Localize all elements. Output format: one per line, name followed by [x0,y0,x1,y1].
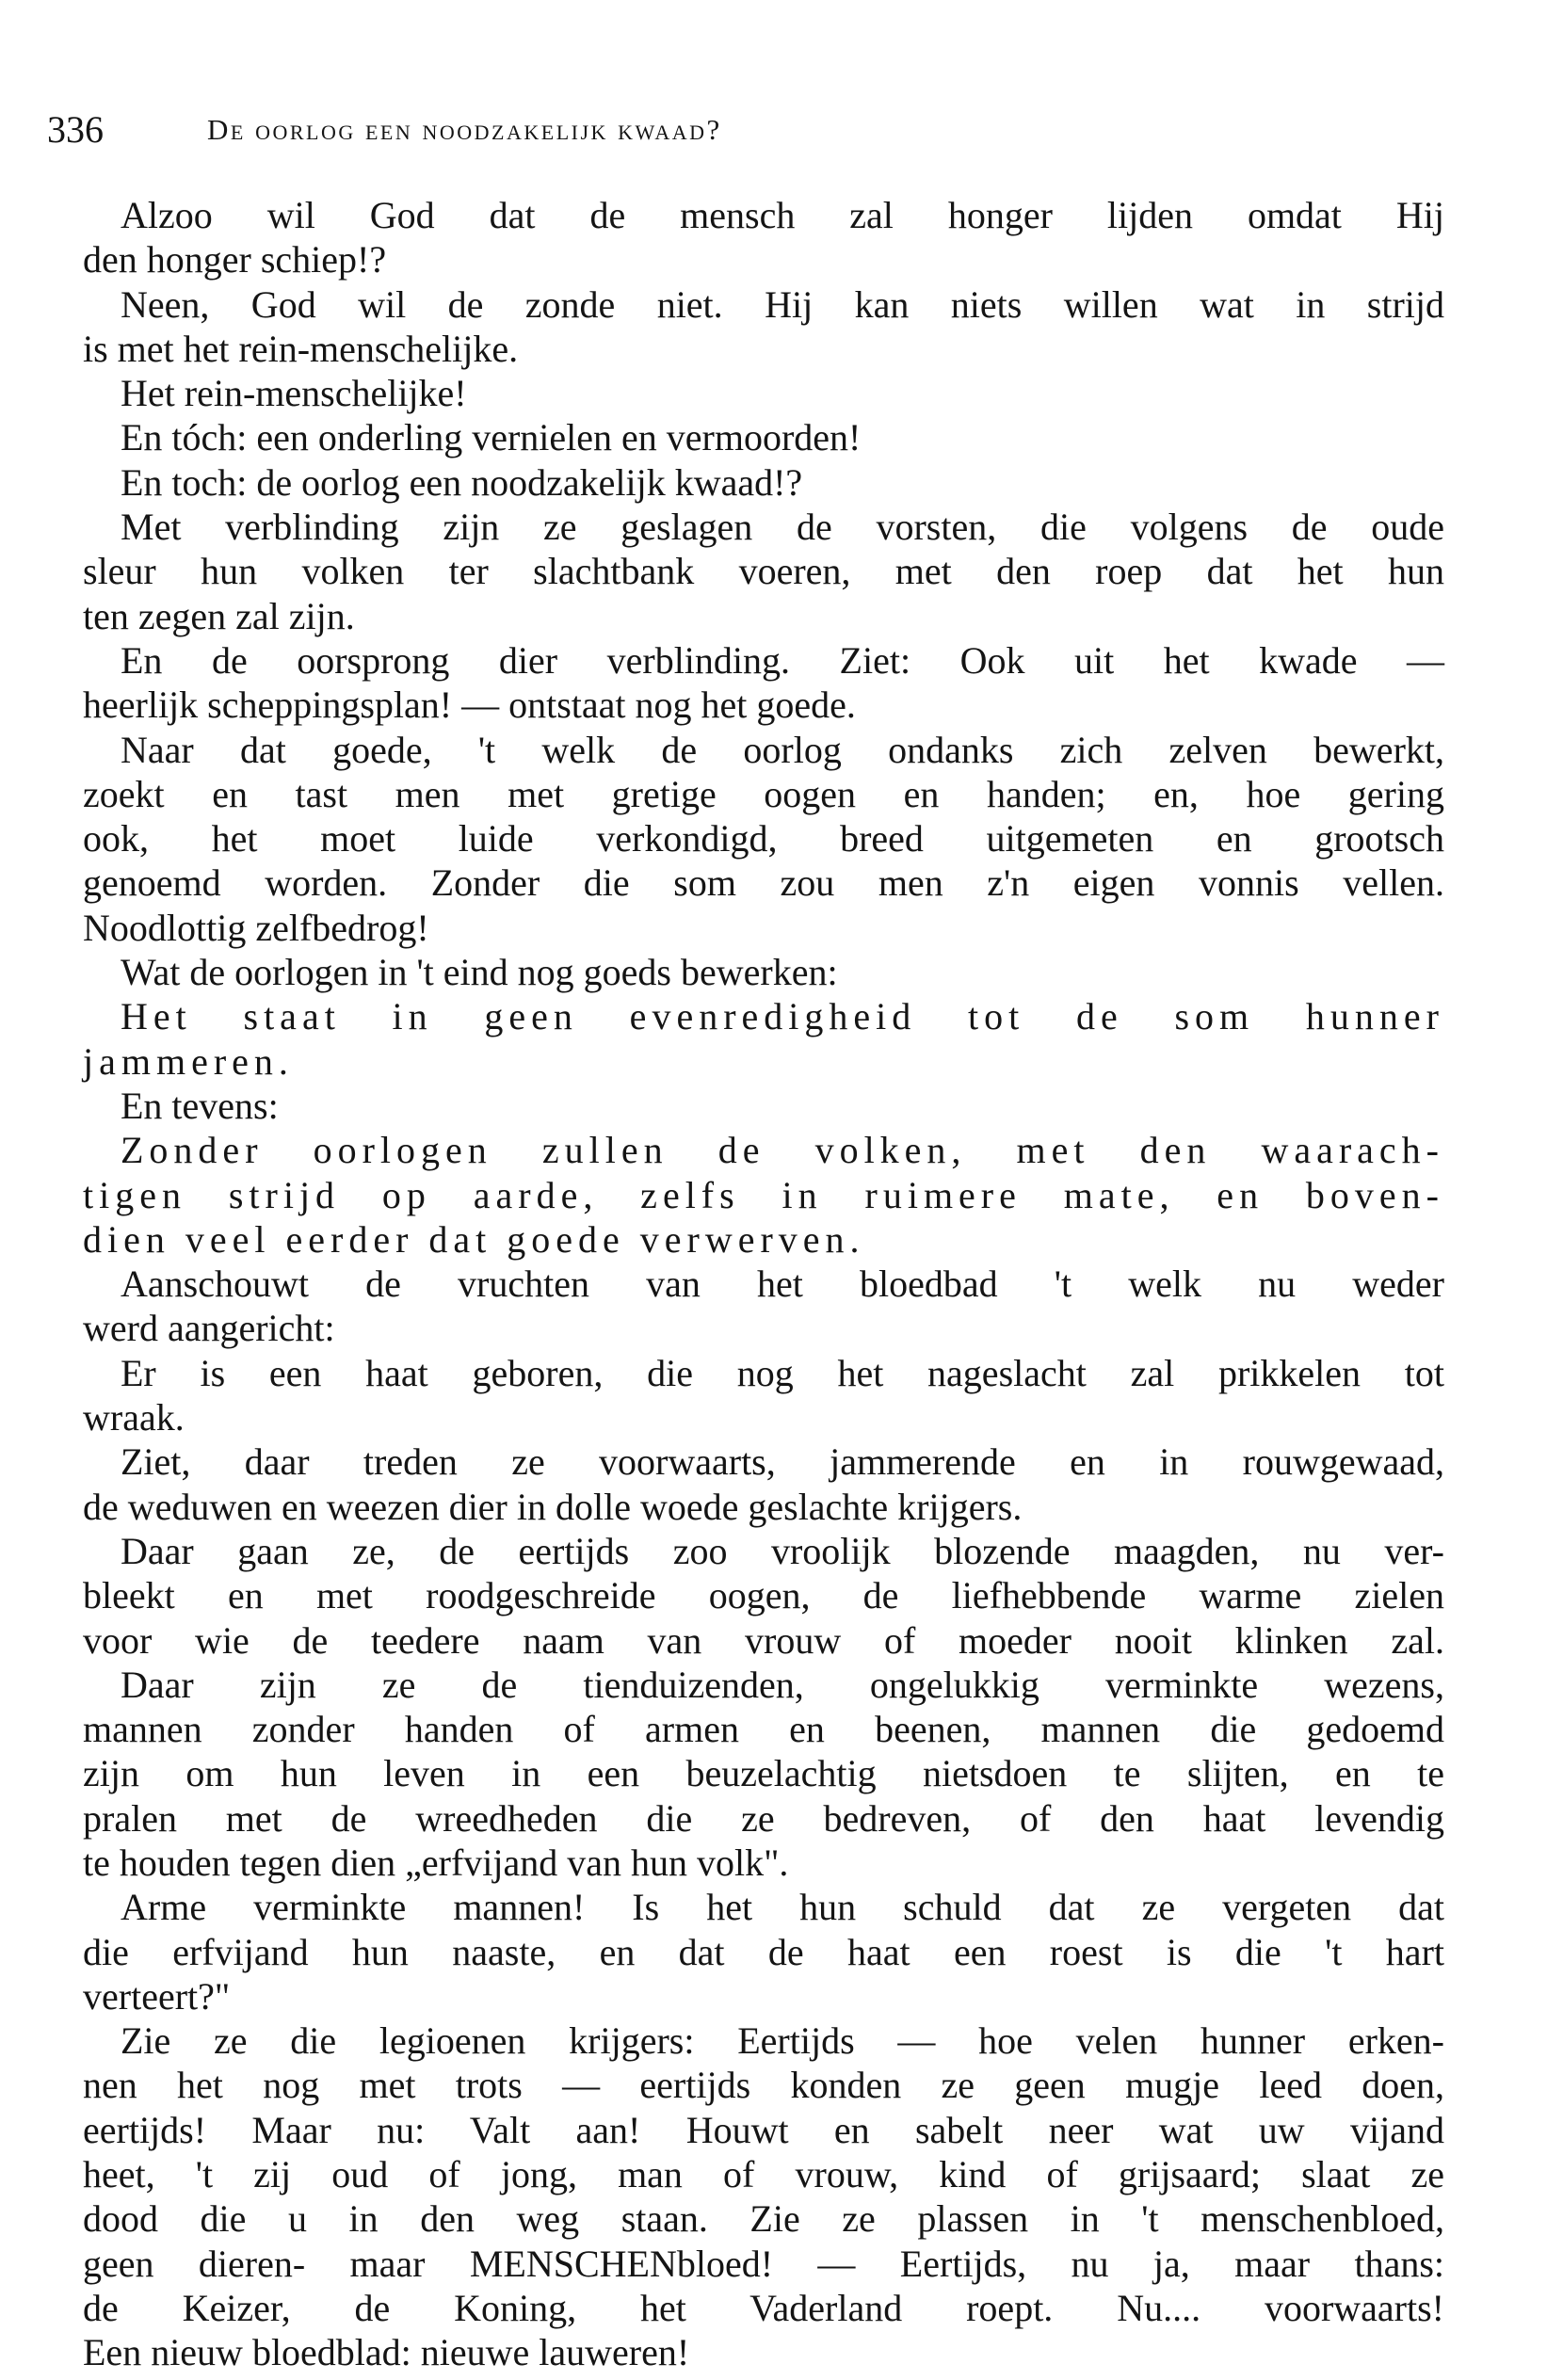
text-line: Het rein-menschelijke! [121,372,467,415]
text-line: nen het nog met trots — eertijds konden ze geen mugje leed doen, [83,2064,1444,2107]
running-head: de oorlog een noodzakelijk kwaad? [207,113,722,146]
text-line: Met verblinding zijn ze geslagen de vorsten, die volgens de oude [121,506,1444,549]
text-line: Aanschouwt de vruchten van het bloedbad 't welk nu weder [121,1262,1444,1306]
text-line: ook, het moet luide verkondigd, breed uitgemeten en grootsch [83,817,1444,860]
page-number: 336 [47,108,104,151]
text-line: zoekt en tast men met gretige oogen en handen; en, hoe gering [83,772,1444,815]
text-line: de weduwen en weezen dier in dolle woede geslachte krijgers. [83,1485,1023,1528]
text-line: Een nieuw bloedblad: nieuwe lauweren! [83,2331,690,2374]
text-line: heet, 't zij oud of jong, man of vrouw, kind of grijsaard; slaat ze [83,2153,1444,2196]
text-line: geen dieren- maar MENSCHENbloed! — Eertijds, nu ja, maar thans: [83,2242,1444,2285]
text-line: is met het rein-menschelijke. [83,327,519,370]
text-line: Noodlottig zelfbedrog! [83,906,429,949]
text-line: zijn om hun leven in een beuzelachtig nietsdoen te slijten, en te [83,1752,1444,1795]
text-line: Neen, God wil de zonde niet. Hij kan niets willen wat in strijd [121,282,1444,326]
text-line: En toch: de oorlog een noodzakelijk kwaad!? [121,460,803,504]
text-line: En tóch: een onderling vernielen en vermoorden! [121,416,862,459]
text-line: eertijds! Maar nu: Valt aan! Houwt en sabelt neer wat uw vijand [83,2108,1444,2151]
text-line: voor wie de teedere naam van vrouw of moeder nooit klinken zal. [83,1618,1444,1662]
text-line: Wat de oorlogen in 't eind nog goeds bewerken: [121,951,838,994]
text-line: Daar gaan ze, de eertijds zoo vroolijk blozende maagden, nu ver- [121,1529,1444,1572]
text-line: den honger schiep!? [83,238,387,281]
text-line: Alzoo wil God dat de mensch zal honger lijden omdat Hij [121,194,1444,236]
text-line: dood die u in den weg staan. Zie ze plassen in 't menschenbloed, [83,2197,1444,2241]
text-line: bleekt en met roodgeschreide oogen, de liefhebbende warme zielen [83,1574,1444,1617]
text-line: de Keizer, de Koning, het Vaderland roept. Nu.... voorwaarts! [83,2286,1444,2329]
text-line: die erfvijand hun naaste, en dat de haat een roest is die 't hart [83,1930,1444,1973]
text-line: Zie ze die legioenen krijgers: Eertijds — hoe velen hunner erken- [121,2019,1444,2063]
text-line: jammeren. [83,1039,294,1083]
body-text [83,193,1444,2375]
text-line: Naar dat goede, 't welk de oorlog ondanks zich zelven bewerkt, [121,728,1444,771]
text-line: ten zegen zal zijn. [83,594,355,637]
text-line: Daar zijn ze de tienduizenden, ongelukkig verminkte wezens, [121,1663,1444,1706]
text-line: pralen met de wreedheden die ze bedreven, of den haat levendig [83,1796,1444,1840]
text-line: En de oorsprong dier verblinding. Ziet: Ook uit het kwade — [121,638,1444,682]
page-header [47,102,1497,158]
text-line: Er is een haat geboren, die nog het nageslacht zal prikkelen tot [121,1351,1444,1394]
text-line: Arme verminkte mannen! Is het hun schuld dat ze vergeten dat [121,1886,1444,1929]
text-line: genoemd worden. Zonder die som zou men z'n eigen vonnis vellen. [83,861,1444,905]
text-line: En tevens: [121,1084,279,1127]
text-line: verteert?" [83,1974,231,2018]
text-line: Het staat in geen evenredigheid tot de som hunner [121,995,1444,1038]
text-line: mannen zonder handen of armen en beenen, mannen die gedoemd [83,1708,1444,1751]
text-line: Zonder oorlogen zullen de volken, met den waarach- [121,1129,1444,1172]
text-line: dien veel eerder dat goede verwerven. [83,1217,865,1261]
text-line: tigen strijd op aarde, zelfs in ruimere mate, en boven- [83,1173,1444,1216]
text-line: wraak. [83,1396,185,1439]
text-line: sleur hun volken ter slachtbank voeren, met den roep dat het hun [83,550,1444,593]
text-line: werd aangericht: [83,1307,335,1350]
text-line: te houden tegen dien „erfvijand van hun volk". [83,1841,789,1884]
text-line: Ziet, daar treden ze voorwaarts, jammerende en in rouwgewaad, [121,1440,1444,1484]
text-line: heerlijk scheppingsplan! — ontstaat nog het goede. [83,683,856,727]
